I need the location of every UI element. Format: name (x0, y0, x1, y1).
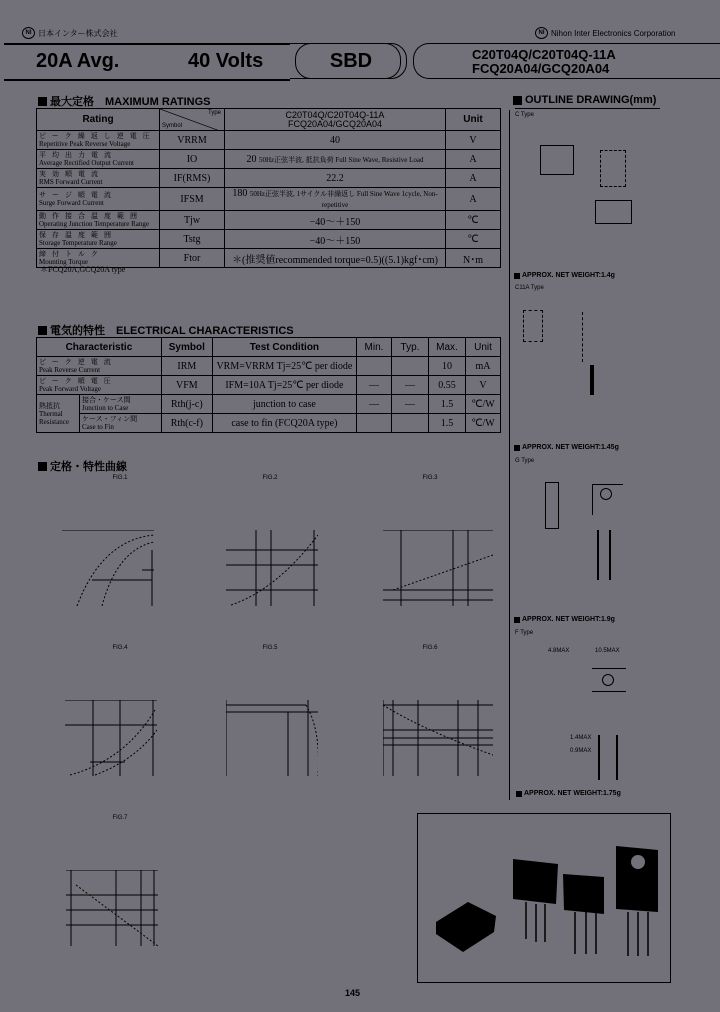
elec-chars-title: 電気的特性 ELECTRICAL CHARACTERISTICS (38, 322, 294, 338)
table-row: 平均出力電流 Average Rectified Output Current IO 20 50Hz正弦半波, 抵抗負荷 Full Sine Wave, Resistive Load A (37, 150, 501, 169)
table-row: 実効順電流 RMS Forward Current IF(RMS) 22.2 A (37, 169, 501, 188)
package-c-type-label: C Type (515, 112, 534, 118)
table-row: 締付トルク Mounting Torque Ftor ＊(推奨値recommended torque=0.5)((5.1)kgf･cm) N･m (37, 249, 501, 268)
col-symbol-type: Type Symbol (160, 109, 225, 131)
fig-1: FIG.1 (112, 475, 128, 481)
part-number-line-2: FCQ20A04/GCQ20A04 (472, 61, 610, 76)
company-logo-jp (22, 27, 118, 39)
fig-2: FIG.2 (262, 475, 278, 481)
page-number: 145 (345, 988, 361, 998)
table-row: 動作接合温度範囲 Operating Junction Temperature Range Tjw −40～＋150 ℃ (37, 211, 501, 230)
ni-logo-icon: NI (22, 27, 35, 39)
fig-3-chart (383, 530, 493, 606)
package-c-bottom-drawing (595, 200, 632, 224)
fig-3: FIG.3 (422, 475, 438, 481)
section-bullet-icon (38, 97, 47, 106)
fig-2-chart (226, 530, 318, 606)
table-row: ピーク逆電流 Peak Reverse Current IRM VRM=VRRM Tj=25℃ per diode 10 mA (37, 357, 501, 376)
table-row: ケース・フィン間 Case to Fin Rth(c-f) case to fin (FCQ20A type) 1.5 ℃/W (37, 414, 501, 433)
fig-4: FIG.4 (112, 645, 128, 651)
package-f-mount-hole (602, 674, 614, 686)
col-rating: Rating (37, 109, 160, 131)
voltage-rating: 40 Volts (188, 50, 264, 72)
device-type: SBD (329, 49, 373, 72)
package-f-leads (598, 735, 618, 780)
outline-title: OUTLINE DRAWING(mm) (513, 94, 656, 106)
dim-0-9max: 0.9MAX (570, 748, 592, 754)
product-photo-image (418, 814, 670, 982)
diagonal-divider (160, 109, 220, 131)
ni-logo-icon: NI (535, 27, 548, 39)
package-g-leads (597, 530, 611, 580)
header-rule-bottom (4, 79, 290, 81)
package-f-type-label: F Type (515, 630, 534, 636)
package-c11a-side-drawing (523, 310, 543, 342)
max-ratings-footnote: ＊FCQ20A,GCQ20A type (40, 265, 126, 274)
fig-6: FIG.6 (422, 645, 438, 651)
dim-4-8max: 4.8MAX (548, 648, 570, 654)
package-g-mount-hole (600, 488, 612, 500)
product-photo (417, 813, 671, 983)
fig-7: FIG.7 (112, 815, 128, 821)
max-ratings-table (36, 108, 501, 268)
company-name-en: Nihon Inter Electronics Corporation (551, 28, 676, 38)
table-row: ピーク繰返し逆電圧 Repetitive Peak Reverse Voltage VRRM 40 V (37, 131, 501, 150)
col-type-values: C20T04Q/C20T04Q-11A FCQ20A04/GCQ20A04 (225, 109, 446, 131)
weight-f: APPROX. NET WEIGHT:1.75g (516, 790, 621, 797)
company-logo-en (535, 27, 676, 39)
outline-left-rule (509, 110, 510, 800)
package-g-type-label: G Type (515, 458, 535, 464)
section-bullet-icon (38, 462, 47, 471)
device-type-box (295, 43, 407, 79)
table-row: サージ順電流 Surge Forward Current IFSM 180 50Hz正弦半波, 1サイクル非繰返し Full Sine Wave 1cycle, Non-repetitive A (37, 188, 501, 211)
fig-5: FIG.5 (262, 645, 278, 651)
package-c11a-lead (590, 365, 594, 395)
dim-10-5max: 10.5MAX (595, 648, 620, 654)
section-bullet-icon (38, 326, 47, 335)
package-c-side-drawing (600, 150, 626, 187)
table-row: 保存温度範囲 Storage Temperature Range Tstg −40～＋150 ℃ (37, 230, 501, 249)
section-bullet-icon (513, 96, 522, 105)
package-g-side-drawing (545, 482, 559, 529)
package-c11a-front-drawing (582, 312, 618, 362)
fig-6-chart (383, 700, 493, 776)
package-c-body-drawing (540, 145, 574, 175)
max-ratings-title: 最大定格 MAXIMUM RATINGS (38, 93, 211, 109)
elec-chars-table: Characteristic Symbol Test Condition Min. Typ. Max. Unit ピーク逆電流 Peak Reverse Current IRM VRM=VRRM Tj=25℃ per diode 10 mA ピーク順電圧 Peak Forward Voltage VFM IFM=10A Tj=25℃ per diode — — 0.55 V 熱抵抗 Thermal Resistance 接合・ケース間 Junction to Case Rth(j-c) junction to case — — 1.5 ℃/W ケース・フィン間 Case to Fin Rth(c-f) case to fin (FCQ20A type) 1.5 ℃/W (36, 337, 501, 433)
current-rating: 20A Avg. (36, 50, 120, 72)
fig-5-chart (226, 700, 318, 776)
table-row: ピーク順電圧 Peak Forward Voltage VFM IFM=10A Tj=25℃ per diode — — 0.55 V (37, 376, 501, 395)
fig-7-chart (66, 870, 158, 946)
header-rule-top (4, 43, 290, 45)
dim-1-4max: 1.4MAX (570, 735, 592, 741)
fig-4-chart (65, 700, 157, 776)
curves-title: 定格・特性曲線 (38, 458, 127, 474)
weight-c: APPROX. NET WEIGHT:1.4g (514, 272, 615, 279)
weight-c11a: APPROX. NET WEIGHT:1.45g (514, 444, 619, 451)
part-number-line-1: C20T04Q/C20T04Q-11A (472, 47, 616, 62)
weight-g: APPROX. NET WEIGHT:1.9g (514, 616, 615, 623)
outline-rule (515, 108, 660, 109)
fig-1-chart (62, 530, 154, 606)
company-name-jp: 日本インター株式会社 (38, 28, 118, 38)
table-row: 熱抵抗 Thermal Resistance 接合・ケース間 Junction to Case Rth(j-c) junction to case — — 1.5 ℃/W (37, 395, 501, 414)
col-unit: Unit (446, 109, 501, 131)
package-c11a-type-label: C11A Type (515, 285, 544, 291)
